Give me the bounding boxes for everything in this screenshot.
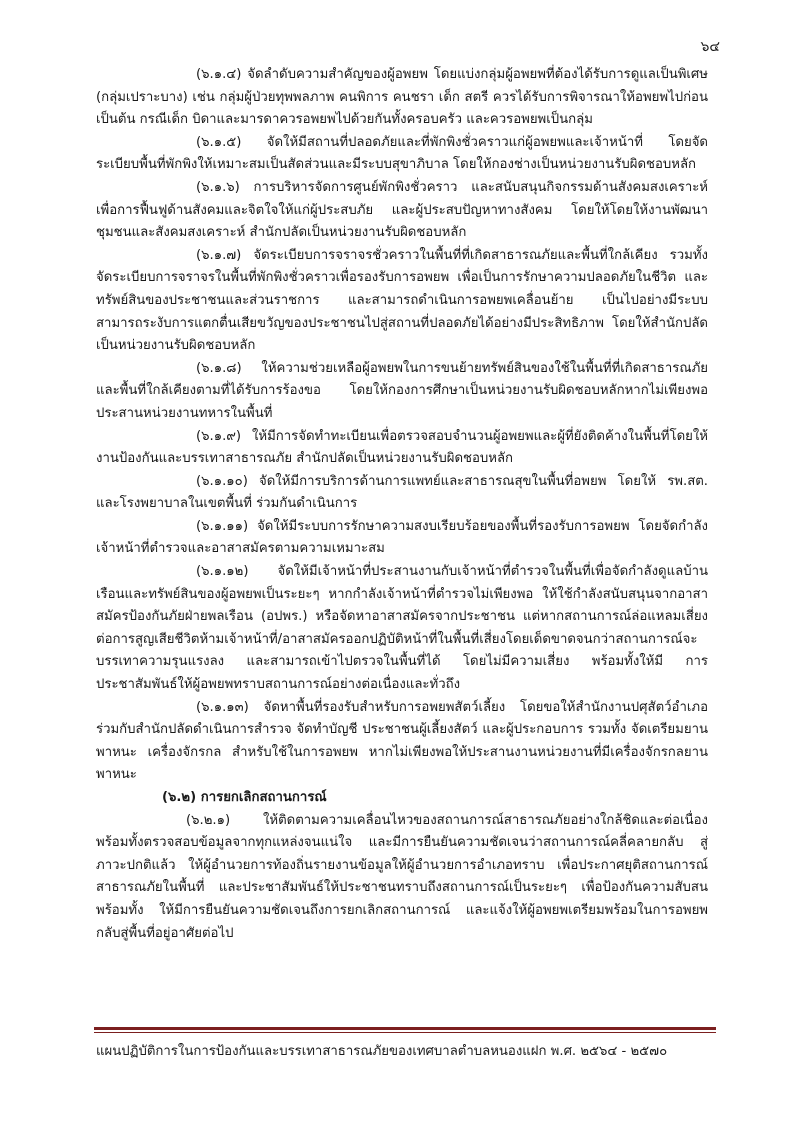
paragraph-6-1-11: (๖.๑.๑๑) จัดให้มีระบบการรักษาความสงบเรียบร้อยของพื้นที่รองรับการอพยพ โดยจัดกำลังเจ้าหน้าที่ตำรวจและอาสาสมัครตามความเหมาะสม bbox=[96, 518, 708, 557]
paragraph-6-1-13: (๖.๑.๑๓) จัดหาพื้นที่รองรับสำหรับการอพยพสัตว์เลี้ยง โดยขอให้สำนักงานปศุสัตว์อำเภอร่วมกับสำนักปลัดดำเนินการสำรวจ จัดทำบัญชี ประชาชนผู้เลี้ยงสัตว์ และผู้ประกอบการ รวมทั้ง จัดเตรียมยานพาหนะ เครื่องจักรกล สำหรับใช้ในการอพยพ หากไม่เพียงพอให้ประสานงานหน่วยงานที่มีเครื่องจักรกลยานพาหนะ bbox=[96, 699, 708, 783]
footer-text: แผนปฏิบัติการในการป้องกันและบรรเทาสาธารณภัยของเทศบาลตำบลหนองแฝก พ.ศ. ๒๕๖๔ - ๒๕๗๐ bbox=[96, 1044, 668, 1059]
footer-divider-thin bbox=[94, 1032, 716, 1033]
paragraph-6-1-5: (๖.๑.๕) จัดให้มีสถานที่ปลอดภัยและที่พักพิงชั่วคราวแก่ผู้อพยพและเจ้าหน้าที่ โดยจัดระเบียบพื้นที่พักพิงให้เหมาะสมเป็นสัดส่วนและมีระบบสุขาภิบาล โดยให้กองช่างเป็นหน่วยงานรับผิดชอบหลัก bbox=[96, 134, 708, 173]
document-body bbox=[96, 64, 708, 945]
paragraph-6-1-7: (๖.๑.๗) จัดระเบียบการจราจรชั่วคราวในพื้นที่ที่เกิดสาธารณภัยและพื้นที่ใกล้เคียง รวมทั้งจัดระเบียบการจราจรในพื้นที่พักพิงชั่วคราวเพื่อรองรับการอพยพ เพื่อเป็นการรักษาความปลอดภัยในชีวิต และทรัพย์สินของประชาชนและส่วนราชการ และสามารถดำเนินการอพยพเคลื่อนย้าย เป็นไปอย่างมีระบบ สามารถระงับการแตกตื่นเสียขวัญของประชาชนไปสู่สถานที่ปลอดภัยได้อย่างมีประสิทธิภาพ โดยให้สำนักปลัดเป็นหน่วยงานรับผิดชอบหลัก bbox=[96, 247, 708, 354]
paragraph-6-1-10: (๖.๑.๑๐) จัดให้มีการบริการด้านการแพทย์และสาธารณสุขในพื้นที่อพยพ โดยให้ รพ.สต. และโรงพยาบาลในเขตพื้นที่ ร่วมกันดำเนินการ bbox=[96, 473, 708, 512]
paragraph-6-1-6: (๖.๑.๖) การบริหารจัดการศูนย์พักพิงชั่วคราว และสนับสนุนกิจกรรมด้านสังคมสงเคราะห์เพื่อการฟื้นฟูด้านสังคมและจิตใจให้แก่ผู้ประสบภัย และผู้ประสบปัญหาทางสังคม โดยให้โดยให้งานพัฒนาชุมชนและสังคมสงเคราะห์ สำนักปลัดเป็นหน่วยงานรับผิดชอบหลัก bbox=[96, 179, 708, 241]
paragraph-6-1-12: (๖.๑.๑๒) จัดให้มีเจ้าหน้าที่ประสานงานกับเจ้าหน้าที่ตำรวจในพื้นที่เพื่อจัดกำลังดูแลบ้านเรือนและทรัพย์สินของผู้อพยพเป็นระยะๆ หากกำลังเจ้าหน้าที่ตำรวจไม่เพียงพอ ให้ใช้กำลังสนับสนุนจากอาสาสมัครป้องกันภัยฝ่ายพลเรือน (อปพร.) หรือจัดหาอาสาสมัครจากประชาชน แต่หากสถานการณ์ล่อแหลมเสี่ยงต่อการสูญเสียชีวิตห้ามเจ้าหน้าที่/อาสาสมัครออกปฏิบัติหน้าที่ในพื้นที่เสี่ยงโดยเด็ดขาดจนกว่าสถานการณ์จะบรรเทาความรุนแรงลง และสามารถเข้าไปตรวจในพื้นที่ได้ โดยไม่มีความเสี่ยง พร้อมทั้งให้มี การประชาสัมพันธ์ให้ผู้อพยพทราบสถานการณ์อย่างต่อเนื่องและทั่วถึง bbox=[96, 564, 708, 693]
paragraph-6-1-4: (๖.๑.๔) จัดลำดับความสำคัญของผู้อพยพ โดยแบ่งกลุ่มผู้อพยพที่ต้องได้รับการดูแลเป็นพิเศษ (กลุ่มเปราะบาง) เช่น กลุ่มผู้ป่วยทุพพลภาพ คนพิการ คนชรา เด็ก สตรี ควรได้รับการพิจารณาให้อพยพไปก่อน เป็นต้น กรณีเด็ก บิดาและมารดาควรอพยพไปด้วยกันทั้งครอบครัว และควรอพยพเป็นกลุ่ม bbox=[96, 67, 708, 128]
paragraph-6-2-1: (๖.๒.๑) ให้ติดตามความเคลื่อนไหวของสถานการณ์สาธารณภัยอย่างใกล้ชิดและต่อเนื่องพร้อมทั้งตรวจสอบข้อมูลจากทุกแหล่งจนแน่ใจ และมีการยืนยันความชัดเจนว่าสถานการณ์คลี่คลายกลับ สู่ภาวะปกติแล้ว ให้ผู้อำนวยการท้องถิ่นรายงานข้อมูลให้ผู้อำนวยการอำเภอทราบ เพื่อประกาศยุติสถานการณ์สาธารณภัยในพื้นที่ และประชาสัมพันธ์ให้ประชาชนทราบถึงสถานการณ์เป็นระยะๆ เพื่อป้องกันความสับสน พร้อมทั้ง ให้มีการยืนยันความชัดเจนถึงการยกเลิกสถานการณ์ และแจ้งให้ผู้อพยพเตรียมพร้อมในการอพยพกลับสู่พื้นที่อยู่อาศัยต่อไป bbox=[96, 812, 708, 941]
paragraph-6-1-8: (๖.๑.๘) ให้ความช่วยเหลือผู้อพยพในการขนย้ายทรัพย์สินของใช้ในพื้นที่ที่เกิดสาธารณภัยและพื้นที่ใกล้เคียงตามที่ได้รับการร้องขอ โดยให้กองการศึกษาเป็นหน่วยงานรับผิดชอบหลักหากไม่เพียงพอประสานหน่วยงานทหารในพื้นที่ bbox=[96, 360, 708, 421]
footer-divider bbox=[94, 1027, 716, 1030]
paragraph-6-1-9: (๖.๑.๙) ให้มีการจัดทำทะเบียนเพื่อตรวจสอบจำนวนผู้อพยพและผู้ที่ยังติดค้างในพื้นที่โดยให้งานป้องกันและบรรเทาสาธารณภัย สำนักปลัดเป็นหน่วยงานรับผิดชอบหลัก bbox=[96, 428, 708, 467]
section-heading: (๖.๒) การยกเลิกสถานการณ์ bbox=[162, 790, 327, 805]
page-number: ๖๔ bbox=[700, 39, 720, 55]
